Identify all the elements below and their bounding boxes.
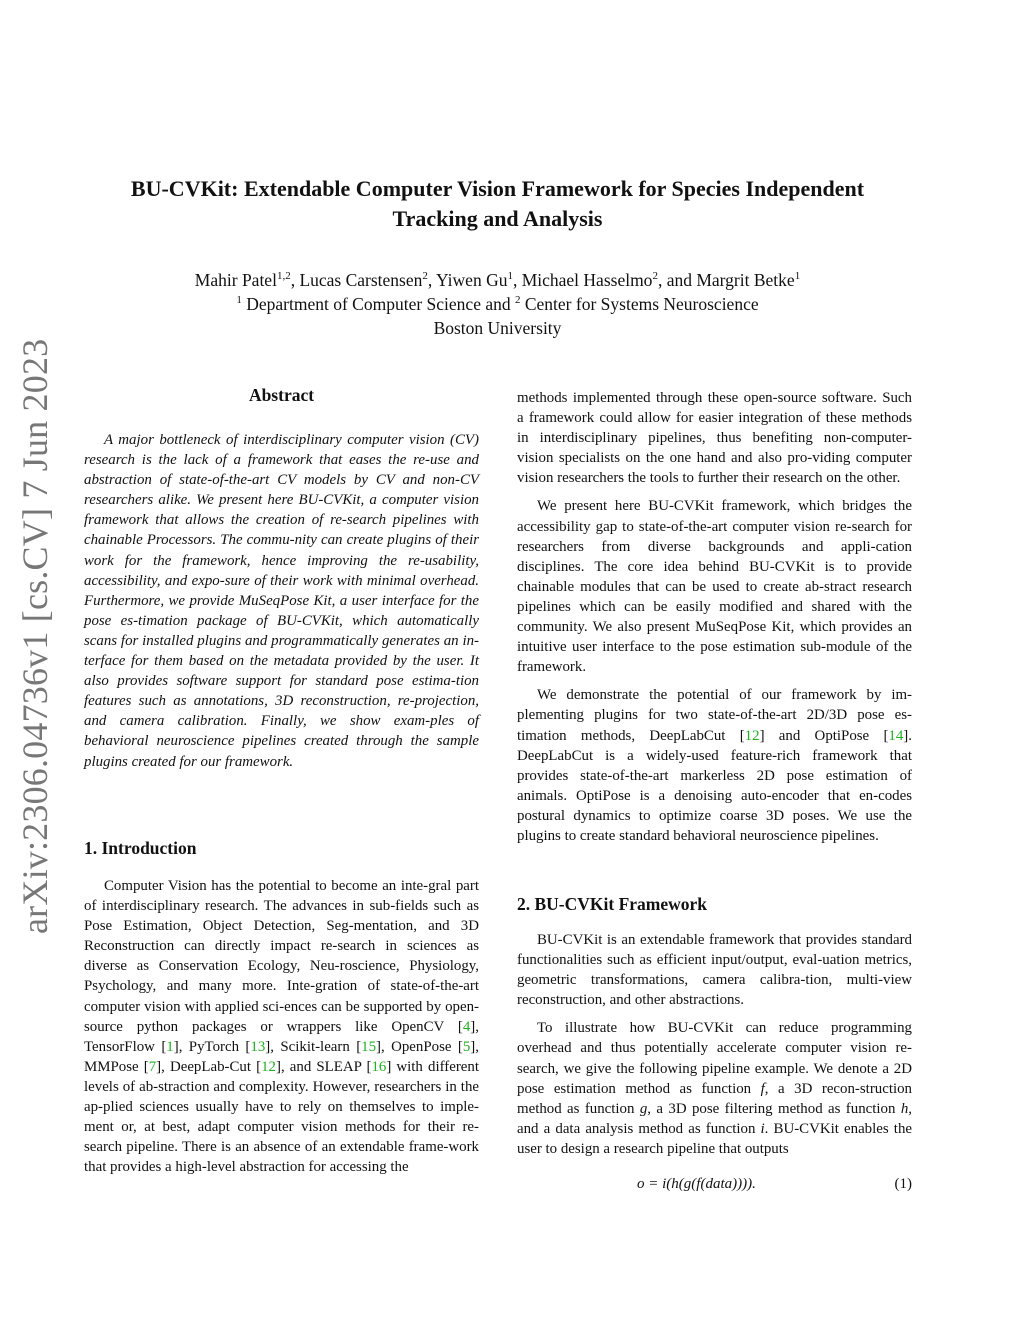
university: Boston University: [433, 318, 562, 338]
affiliation-1: Department of Computer Science and: [246, 294, 511, 314]
title-line-1: BU-CVKit: Extendable Computer Vision Framework for Species Independent: [130, 176, 865, 201]
body-paragraph: To illustrate how BU-CVKit can reduce programming overhead and thus potentially accelerate computer vision re-search, we give the following pipeline example. We denote a 2D pose estimation method as function f, a 3D recon-struction method as function g, a 3D pose filtering method as function h, and a data analysis method as function i. BU-CVKit enables the user to design a research pipeline that outputs: [517, 1020, 912, 1157]
introduction-body: [84, 876, 479, 1185]
body-paragraph: methods implemented through these open-source software. Such a framework could allow for easier integration of these methods in interdisciplinary pipelines, thus benefiting non-computer-vision specialists on the one hand and also pro-viding computer vision researchers the tools to further their research on the other.: [517, 390, 912, 487]
section-heading-framework: 2. BU-CVKit Framework: [517, 894, 708, 914]
arxiv-identifier: arXiv:2306.04736v1 [cs.CV] 7 Jun 2023: [15, 338, 55, 934]
author-name: Margrit Betke: [696, 270, 795, 290]
author-name: Michael Hasselmo: [521, 270, 653, 290]
equation-number: (1): [894, 1176, 912, 1192]
author-affiliation: 1,2: [276, 270, 291, 283]
citation-link[interactable]: 12: [261, 1058, 276, 1075]
author-list: [60, 268, 935, 292]
framework-body: [517, 930, 912, 1167]
math-symbol: h: [900, 1100, 909, 1117]
citation-link[interactable]: 1: [166, 1038, 174, 1055]
equation-body: o = i(h(g(f(data)))).: [637, 1176, 756, 1192]
author-separator: , and: [657, 270, 697, 290]
citation-link[interactable]: 14: [888, 727, 904, 744]
author-separator: ,: [512, 270, 522, 290]
math-symbol: i: [760, 1120, 765, 1137]
author-separator: ,: [427, 270, 436, 290]
intro-paragraph: Computer Vision has the potential to become an inte-gral part of interdisciplinary research. The advances in sub-fields such as Pose Estimation, Object Detection, Seg-mentation, and 3D Reconstruction can directly impact re-search in sciences as diverse as Conservation Ecology, Neu-roscience, Physiology, Psychology, and many more. Inte-gration of state-of-the-art computer vision with applied sci-ences can be supported by open-source python packages or wrappers like OpenCV [4], TensorFlow [1], PyTorch [13], Scikit-learn [15], OpenPose [5], MMPose [7], DeepLab-Cut [12], and SLEAP [16] with different levels of ab-straction and complexity. However, researchers in the ap-plied sciences usually have to rely on themselves to imple-ment or, at best, adapt computer vision methods for their re-search pipeline. There is an absence of an extendable frame-work that provides a high-level abstraction for accessing the: [84, 878, 479, 1176]
author-separator: ,: [290, 270, 300, 290]
right-column-body: [517, 388, 912, 854]
citation-link[interactable]: 5: [462, 1038, 471, 1055]
author-name: Yiwen Gu: [436, 270, 508, 290]
author-affiliation: 1: [507, 270, 513, 283]
affiliations: [60, 292, 935, 316]
citation-link[interactable]: 16: [371, 1058, 387, 1075]
author-name: Lucas Carstensen: [299, 270, 423, 290]
abstract-heading: Abstract: [248, 385, 315, 405]
affiliation-2: Center for Systems Neuroscience: [524, 294, 759, 314]
author-affiliation: 1: [794, 270, 801, 283]
paper-title: [60, 174, 935, 234]
citation-link[interactable]: 4: [462, 1018, 471, 1035]
author-name: Mahir Patel: [194, 270, 277, 290]
author-affiliation: 2: [652, 270, 658, 283]
citation-link[interactable]: 13: [250, 1038, 266, 1055]
affiliation-mark: 1: [236, 294, 242, 307]
citation-link[interactable]: 12: [744, 727, 760, 744]
math-symbol: f: [760, 1080, 765, 1097]
affiliation-mark: 2: [514, 294, 521, 307]
citation-link[interactable]: 7: [148, 1058, 157, 1075]
body-paragraph: BU-CVKit is an extendable framework that provides standard functionalities such as efficient input/output, eval-uation metrics, geometric transformations, camera calibra-tion, multi-view reconstruction, and other abstractions.: [517, 932, 912, 1009]
title-line-2: Tracking and Analysis: [392, 206, 603, 231]
citation-link[interactable]: 15: [361, 1038, 377, 1055]
math-symbol: g: [639, 1100, 648, 1117]
body-paragraph: We present here BU-CVKit framework, which bridges the accessibility gap to state-of-the-art computer vision re-search for researchers from diverse backgrounds and appli-cation disciplines. The core idea behind BU-CVKit is to provide chainable modules that can be used to create ab-stract research pipelines which can be easily modified and shared with the community. We also present MuSeqPose Kit, which provides an intuitive user interface to the pose estimation sub-module of the framework.: [517, 498, 912, 676]
body-paragraph: We demonstrate the potential of our framework by im-plementing plugins for two state-of-the-art 2D/3D pose es-timation methods, DeepLabCut [12] and OptiPose [14]. DeepLabCut is a widely-used feature-rich framework that provides state-of-the-art markerless 2D pose estimation of animals. OptiPose is a denoising auto-encoder that en-codes postural dynamics to optimize coarse 3D poses. We use the plugins to create standard behavioral neuroscience pipelines.: [517, 687, 912, 844]
abstract-body: [84, 430, 479, 780]
section-heading-introduction: 1. Introduction: [84, 838, 197, 858]
author-affiliation: 2: [422, 270, 428, 283]
author-block: [60, 268, 935, 340]
abstract-text: A major bottleneck of interdisciplinary computer vision (CV) research is the lack of a framework that eases the re-use and abstraction of state-of-the-art CV models by CV and non-CV researchers alike. We present here BU-CVKit, a computer vision framework that allows the creation of re-search pipelines with chainable Processors. The commu-nity can create plugins of their work for the framework, hence improving the re-usability, accessibility, and expo-sure of their work with minimal overhead. Furthermore, we provide MuSeqPose Kit, a user interface for the pose es-timation package of BU-CVKit, which automatically scans for installed plugins and programmatically generates an in-terface for them based on the metadata provided by the user. It also provides software support for standard pose estima-tion features such as annotations, 3D reconstruction, re-projection, and camera calibration. Finally, we show exam-ples of behavioral neuroscience pipelines created through the sample plugins created for our framework.: [84, 432, 479, 770]
